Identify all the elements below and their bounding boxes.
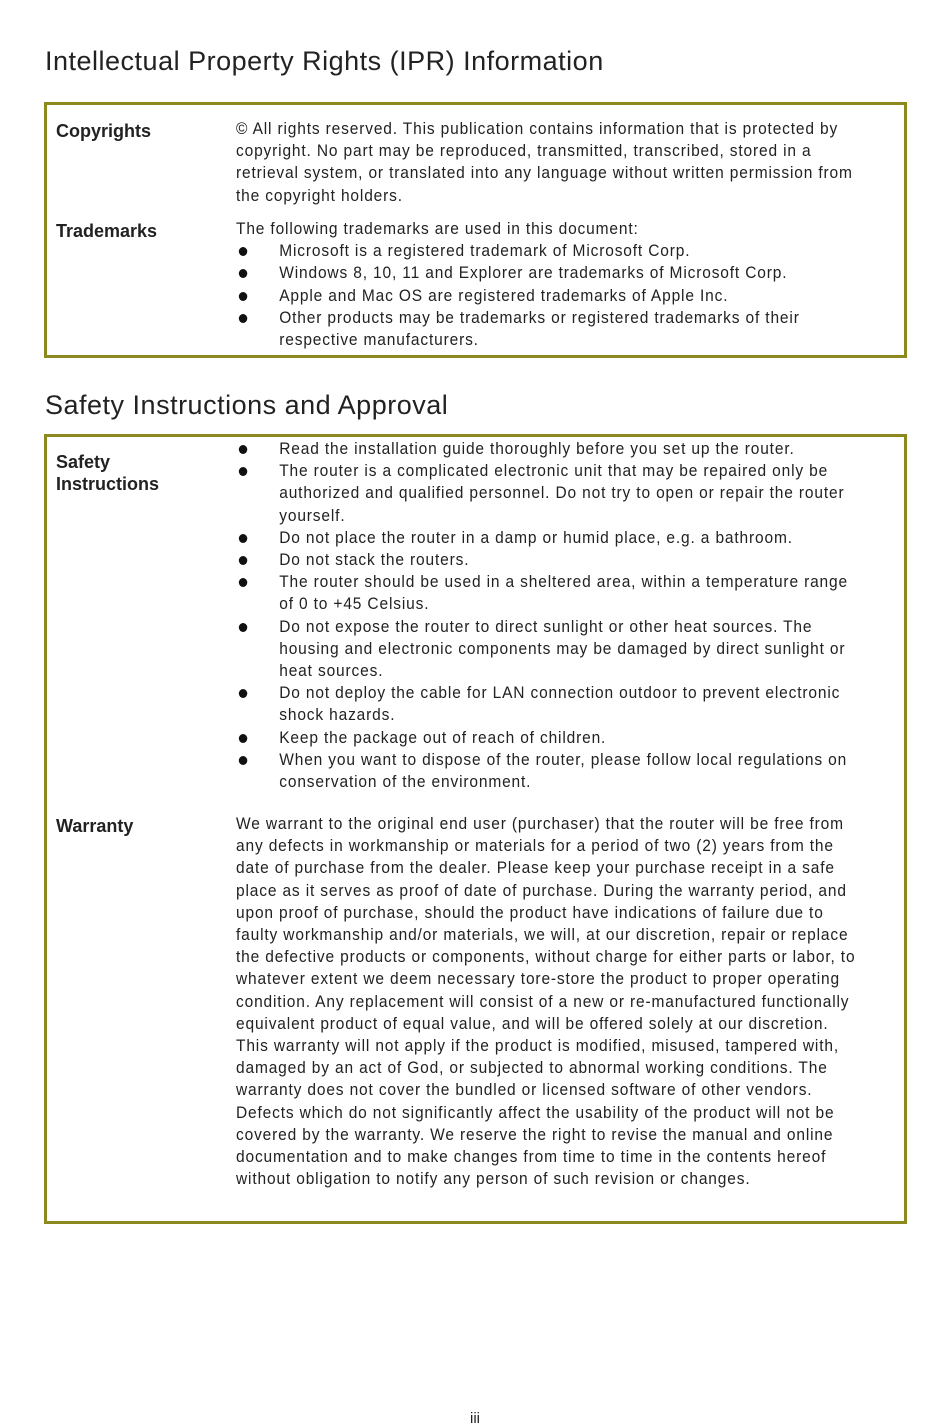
list-item (236, 682, 866, 726)
ipr-section-title: Intellectual Property Rights (IPR) Information (45, 46, 604, 76)
list-item (236, 285, 866, 307)
safety-instructions-list (236, 438, 866, 793)
list-item (236, 571, 866, 615)
list-item-text: Windows 8, 10, 11 and Explorer are trademarks of Microsoft Corp. (279, 264, 788, 283)
list-item (236, 527, 866, 549)
warranty-content (236, 813, 866, 1190)
safety-info-box (44, 434, 907, 1224)
trademarks-list (236, 240, 866, 351)
bullet-icon (239, 623, 247, 632)
copyrights-paragraph: © All rights reserved. This publication contains information that is protected by copyright. No part may be reproduced, transmitted, transcribed, stored in a retrieval system, or translated into any language without written permission from the copyright holders. (236, 120, 853, 205)
bullet-icon (239, 247, 247, 256)
safety-instructions-label: Safety Instructions (56, 452, 160, 494)
list-item (236, 438, 866, 460)
bullet-icon (239, 756, 247, 765)
list-item (236, 240, 866, 262)
bullet-icon (239, 556, 247, 565)
list-item (236, 616, 866, 683)
bullet-icon (239, 314, 247, 323)
warranty-label: Warranty (56, 816, 134, 836)
bullet-icon (239, 269, 247, 278)
list-item-text: Other products may be trademarks or registered trademarks of their respective manufacturers. (279, 308, 800, 350)
list-item (236, 460, 866, 527)
trademarks-label: Trademarks (56, 221, 158, 241)
bullet-icon (239, 578, 247, 587)
bullet-icon (239, 534, 247, 543)
list-item-text: The router is a complicated electronic unit that may be repaired only be authorized and qualified personnel. Do not try to open or repair the router yourself. (279, 462, 845, 525)
list-item-text: Keep the package out of reach of children. (279, 728, 607, 747)
bullet-icon (239, 292, 247, 301)
trademarks-content (236, 218, 866, 351)
trademarks-intro: The following trademarks are used in this document: (236, 220, 639, 238)
bullet-icon (239, 689, 247, 698)
list-item-text: Do not place the router in a damp or humid place, e.g. a bathroom. (279, 528, 793, 547)
list-item-text: The router should be used in a sheltered area, within a temperature range of 0 to +45 Celsius. (279, 573, 848, 614)
page-number: iii (470, 1410, 480, 1427)
list-item-text: Apple and Mac OS are registered trademarks of Apple Inc. (279, 286, 729, 305)
bullet-icon (239, 467, 247, 476)
list-item-text: Read the installation guide thoroughly before you set up the router. (279, 440, 795, 458)
list-item (236, 727, 866, 749)
list-item (236, 307, 866, 351)
ipr-info-box (44, 102, 907, 358)
list-item-text: Do not stack the routers. (279, 551, 470, 570)
list-item-text: Do not deploy the cable for LAN connection outdoor to prevent electronic shock hazards. (279, 684, 841, 725)
warranty-paragraph: We warrant to the original end user (purchaser) that the router will be free from any defects in workmanship or materials for a period of two (2) years from the date of purchase from the dealer. Please keep your purchase receipt in a safe place as it serves as proof of date of purchase. During the warranty period, and upon proof of purchase, should the product have indications of failure due to faulty workmanship and/or materials, we will, at our discretion, repair or replace the defective products or components, without charge for either parts or labor, to whatever extent we deem necessary tore-store the product to proper operating condition. Any replacement will consist of a new or re-manufactured functionally equivalent product of equal value, and will be offered solely at our discretion. This warranty will not apply if the product is modified, misused, tampered with, damaged by an act of God, or subjected to abnormal working conditions. The warranty does not cover the bundled or licensed software of other vendors. Defects which do not significantly affect the usability of the product will not be covered by the warranty. We reserve the right to revise the manual and online documentation and to make changes from time to time in the contents hereof without obligation to notify any person of such revision or changes. (236, 815, 856, 1189)
list-item-text: When you want to dispose of the router, please follow local regulations on conservation of the environment. (279, 750, 848, 792)
copyrights-label: Copyrights (56, 121, 152, 141)
safety-instructions-content (236, 438, 866, 793)
safety-section-title: Safety Instructions and Approval (45, 390, 449, 420)
list-item (236, 262, 866, 284)
list-item-text: Do not expose the router to direct sunlight or other heat sources. The housing and electronic components may be damaged by direct sunlight or heat sources. (279, 617, 846, 681)
list-item-text: Microsoft is a registered trademark of Microsoft Corp. (279, 242, 691, 261)
copyrights-text (236, 118, 866, 207)
list-item (236, 749, 866, 793)
bullet-icon (239, 445, 247, 454)
list-item (236, 549, 866, 571)
bullet-icon (239, 734, 247, 743)
